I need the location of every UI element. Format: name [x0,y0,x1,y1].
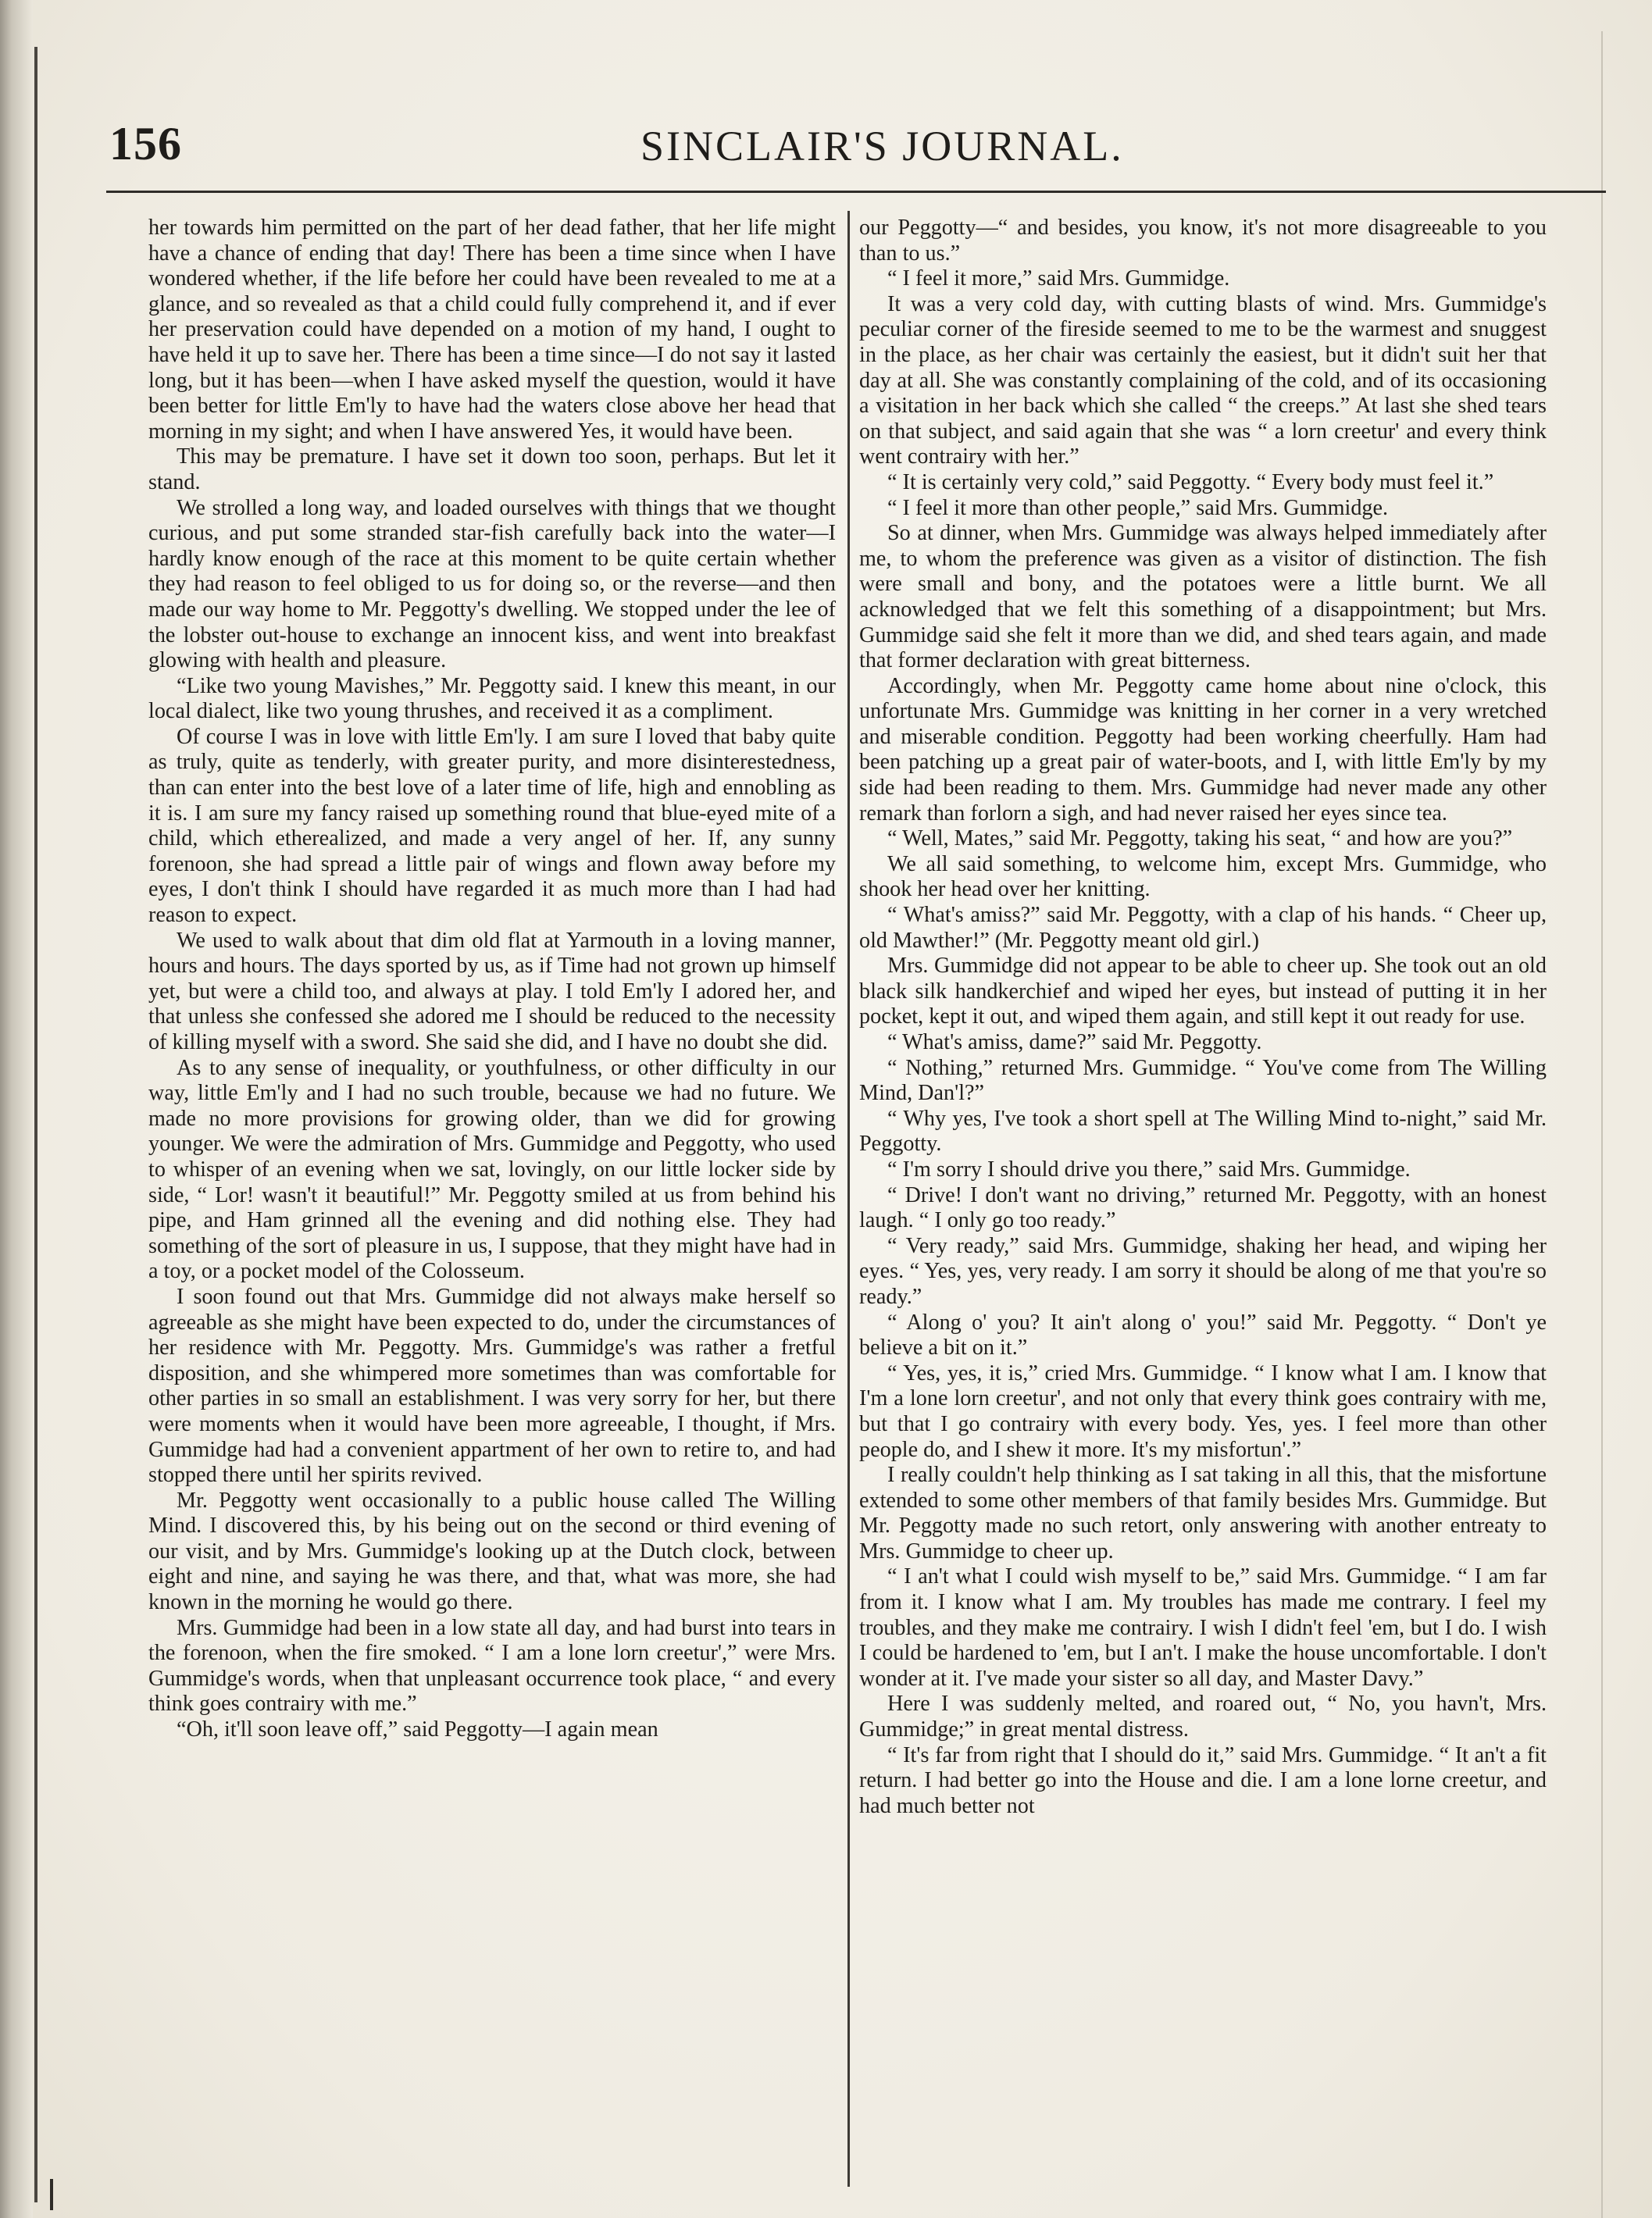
paragraph: “ Drive! I don't want no driving,” returned Mr. Peggotty, with an honest laugh. “ I only go too ready.” [859,1182,1547,1233]
paragraph: It was a very cold day, with cutting blasts of wind. Mrs. Gummidge's peculiar corner of the fireside seemed to me to be the warmest and snuggest in the place, as her chair was certainly the easiest, but it didn't suit her that day at all. She was constantly complaining of the cold, and of its occasioning a visitation in her back which she called “ the creeps.” At last she shed tears on that subject, and said again that she was “ a lorn creetur' and every think went contrairy with her.” [859,291,1547,469]
paragraph: her towards him permitted on the part of her dead father, that her life might have a chance of ending that day! There has been a time since when I have wondered whether, if the life before her could have been revealed to me at a glance, and so revealed as that a child could fully comprehend it, and if ever her preservation could have depended on a motion of my hand, I ought to have held it up to save her. There has been a time since—I do not say it lasted long, but it has been—when I have asked myself the question, would it have been better for little Em'ly to have had the waters close above her head that morning in my sight; and when I have answered Yes, it would have been. [148,216,836,444]
paragraph: “ Nothing,” returned Mrs. Gummidge. “ You've come from The Willing Mind, Dan'l?” [859,1055,1547,1106]
page-number: 156 [109,118,182,169]
paragraph: our Peggotty—“ and besides, you know, it's not more disagreeable to you than to us.” [859,216,1547,266]
bottom-edge-mark [50,2179,53,2210]
paragraph: This may be premature. I have set it down too soon, perhaps. But let it stand. [148,444,836,494]
binding-edge [0,0,33,2218]
paragraph: Of course I was in love with little Em'ly. I am sure I loved that baby quite as truly, quite as tenderly, with greater purity, and more disinterestedness, than can enter into the best love of a later time of life, high and ennobling as it is. I am sure my fancy raised up something round that blue-eyed mite of a child, which etherealized, and made a very angel of her. If, any sunny forenoon, she had spread a little pair of wings and flown away before my eyes, I don't think I should have regarded it as much more than I had had reason to expect. [148,724,836,928]
paragraph: “ What's amiss?” said Mr. Peggotty, with a clap of his hands. “ Cheer up, old Mawther!” (Mr. Peggotty meant old girl.) [859,903,1547,953]
paragraph: So at dinner, when Mrs. Gummidge was always helped immediately after me, to whom the preference was given as a visitor of distinction. The fish were small and bony, and the potatoes were a little burnt. We all acknowledged that we felt this something of a disappointment; but Mrs. Gummidge said she felt it more than we did, and shed tears again, and made that former declaration with great bitterness. [859,521,1547,673]
left-border-rule [34,47,37,2202]
paragraph: Here I was suddenly melted, and roared out, “ No, you havn't, Mrs. Gummidge;” in great mental distress. [859,1692,1547,1742]
paragraph: “ It is certainly very cold,” said Peggotty. “ Every body must feel it.” [887,469,1494,494]
paragraph: “ Yes, yes, it is,” cried Mrs. Gummidge. “ I know what I am. I know that I'm a lone lorn creetur', and not only that every think goes contrairy with me, but that I go contrairy with every body. Yes, yes. I feel more than other people do, and I shew it more. It's my misfortun'.” [859,1360,1547,1462]
paragraph: “ Along o' you? It ain't along o' you!” said Mr. Peggotty. “ Don't ye believe a bit on it.” [859,1310,1547,1360]
paragraph: Mrs. Gummidge had been in a low state all day, and had burst into tears in the forenoon, when the fire smoked. “ I am a lone lorn creetur',” were Mrs. Gummidge's words, when that unpleasant occurrence took place, “ and every think goes contrairy with me.” [148,1615,836,1717]
paragraph: We strolled a long way, and loaded ourselves with things that we thought curious, and put some stranded star-fish carefully back into the water—I hardly know enough of the race at this moment to be quite certain whether they had reason to feel obliged to us for doing so, or the reverse—and then made our way home to Mr. Peggotty's dwelling. We stopped under the lee of the lobster out-house to exchange an innocent kiss, and went into breakfast glowing with health and pleasure. [148,495,836,673]
paragraph: “ I feel it more,” said Mrs. Gummidge. [887,266,1230,291]
paragraph: “Oh, it'll soon leave off,” said Peggotty—I again mean [177,1717,658,1742]
page-header [109,117,1609,187]
paragraph: “ Very ready,” said Mrs. Gummidge, shaking her head, and wiping her eyes. “ Yes, yes, very ready. I am sorry it should be along of me that you're so ready.” [859,1233,1547,1309]
paragraph: “ I'm sorry I should drive you there,” said Mrs. Gummidge. [887,1157,1411,1182]
paragraph: Mr. Peggotty went occasionally to a public house called The Willing Mind. I discovered this, by his being out on the second or third evening of our visit, and by Mrs. Gummidge's looking up at the Dutch clock, between eight and nine, and saying he was there, and that, what was more, she had known in the morning he would go there. [148,1488,836,1615]
column-divider [847,211,850,2187]
running-title: SINCLAIR'S JOURNAL. [640,123,1124,169]
header-rule [106,191,1606,193]
paragraph: Mrs. Gummidge did not appear to be able to cheer up. She took out an old black silk handkerchief and wiped her eyes, but instead of putting it in her pocket, kept it out, and wiped them again, and still kept it out ready for use. [859,954,1547,1029]
paragraph: As to any sense of inequality, or youthfulness, or other difficulty in our way, little Em'ly and I had no such trouble, because we had no future. We made no more provisions for growing older, than we did for growing younger. We were the admiration of Mrs. Gummidge and Peggotty, who used to whisper of an evening when we sat, lovingly, on our little locker side by side, “ Lor! wasn't it beautiful!” Mr. Peggotty smiled at us from behind his pipe, and Ham grinned all the evening and did nothing else. They had something of the sort of pleasure in us, I suppose, that they might have had in a toy, or a pocket model of the Colosseum. [148,1055,836,1284]
paragraph: “ I feel it more than other people,” said Mrs. Gummidge. [887,495,1389,520]
paragraph: “ Why yes, I've took a short spell at The Willing Mind to-night,” said Mr. Peggotty. [859,1106,1547,1157]
paragraph: “ What's amiss, dame?” said Mr. Peggotty. [887,1030,1262,1054]
left-column [148,216,836,1743]
paragraph: “ I an't what I could wish myself to be,” said Mrs. Gummidge. “ I am far from it. I know what I am. My troubles has made me contrary. I feel my troubles, and they make me contrairy. I wish I didn't feel 'em, but I do. I wish I could be hardened to 'em, but I an't. I make the house uncomfortable. I don't wonder at it. I've made your sister so all day, and Master Davy.” [859,1564,1547,1691]
right-border-rule [1601,31,1603,2218]
paragraph: Accordingly, when Mr. Peggotty came home about nine o'clock, this unfortunate Mrs. Gummidge was knitting in her corner in a very wretched and miserable condition. Peggotty had been working cheerfully. Ham had been patching up a great pair of water-boots, and I, with little Em'ly by my side had been reading to them. Mrs. Gummidge had never made any other remark than forlorn a sigh, and had never raised her eyes since tea. [859,673,1547,826]
paragraph: We all said something, to welcome him, except Mrs. Gummidge, who shook her head over her knitting. [859,851,1547,902]
paragraph: “ It's far from right that I should do it,” said Mrs. Gummidge. “ It an't a fit return. I had better go into the House and die. I am a lone lorne creetur, and had much better not [859,1742,1547,1818]
paragraph: I soon found out that Mrs. Gummidge did not always make herself so agreeable as she might have been expected to do, under the circumstances of her residence with Mr. Peggotty. Mrs. Gummidge's was rather a fretful disposition, and she whimpered more sometimes than was comfortable for other parties in so small an establishment. I was very sorry for her, but there were moments when it would have been more agreeable, I thought, if Mrs. Gummidge had had a convenient appartment of her own to retire to, and had stopped there until her spirits revived. [148,1284,836,1488]
paragraph: I really couldn't help thinking as I sat taking in all this, that the misfortune extended to some other members of that family besides Mrs. Gummidge. But Mr. Peggotty made no such retort, only answering with another entreaty to Mrs. Gummidge to cheer up. [859,1463,1547,1564]
right-column [859,216,1547,1819]
paragraph: “Like two young Mavishes,” Mr. Peggotty said. I knew this meant, in our local dialect, like two young thrushes, and received it as a compliment. [148,673,836,724]
paragraph: We used to walk about that dim old flat at Yarmouth in a loving manner, hours and hours. The days sported by us, as if Time had not grown up himself yet, but were a child too, and always at play. I told Em'ly I adored her, and that unless she confessed she adored me I should be reduced to the necessity of killing myself with a sword. She said she did, and I have no doubt she did. [148,928,836,1054]
paragraph: “ Well, Mates,” said Mr. Peggotty, taking his seat, “ and how are you?” [887,826,1513,851]
